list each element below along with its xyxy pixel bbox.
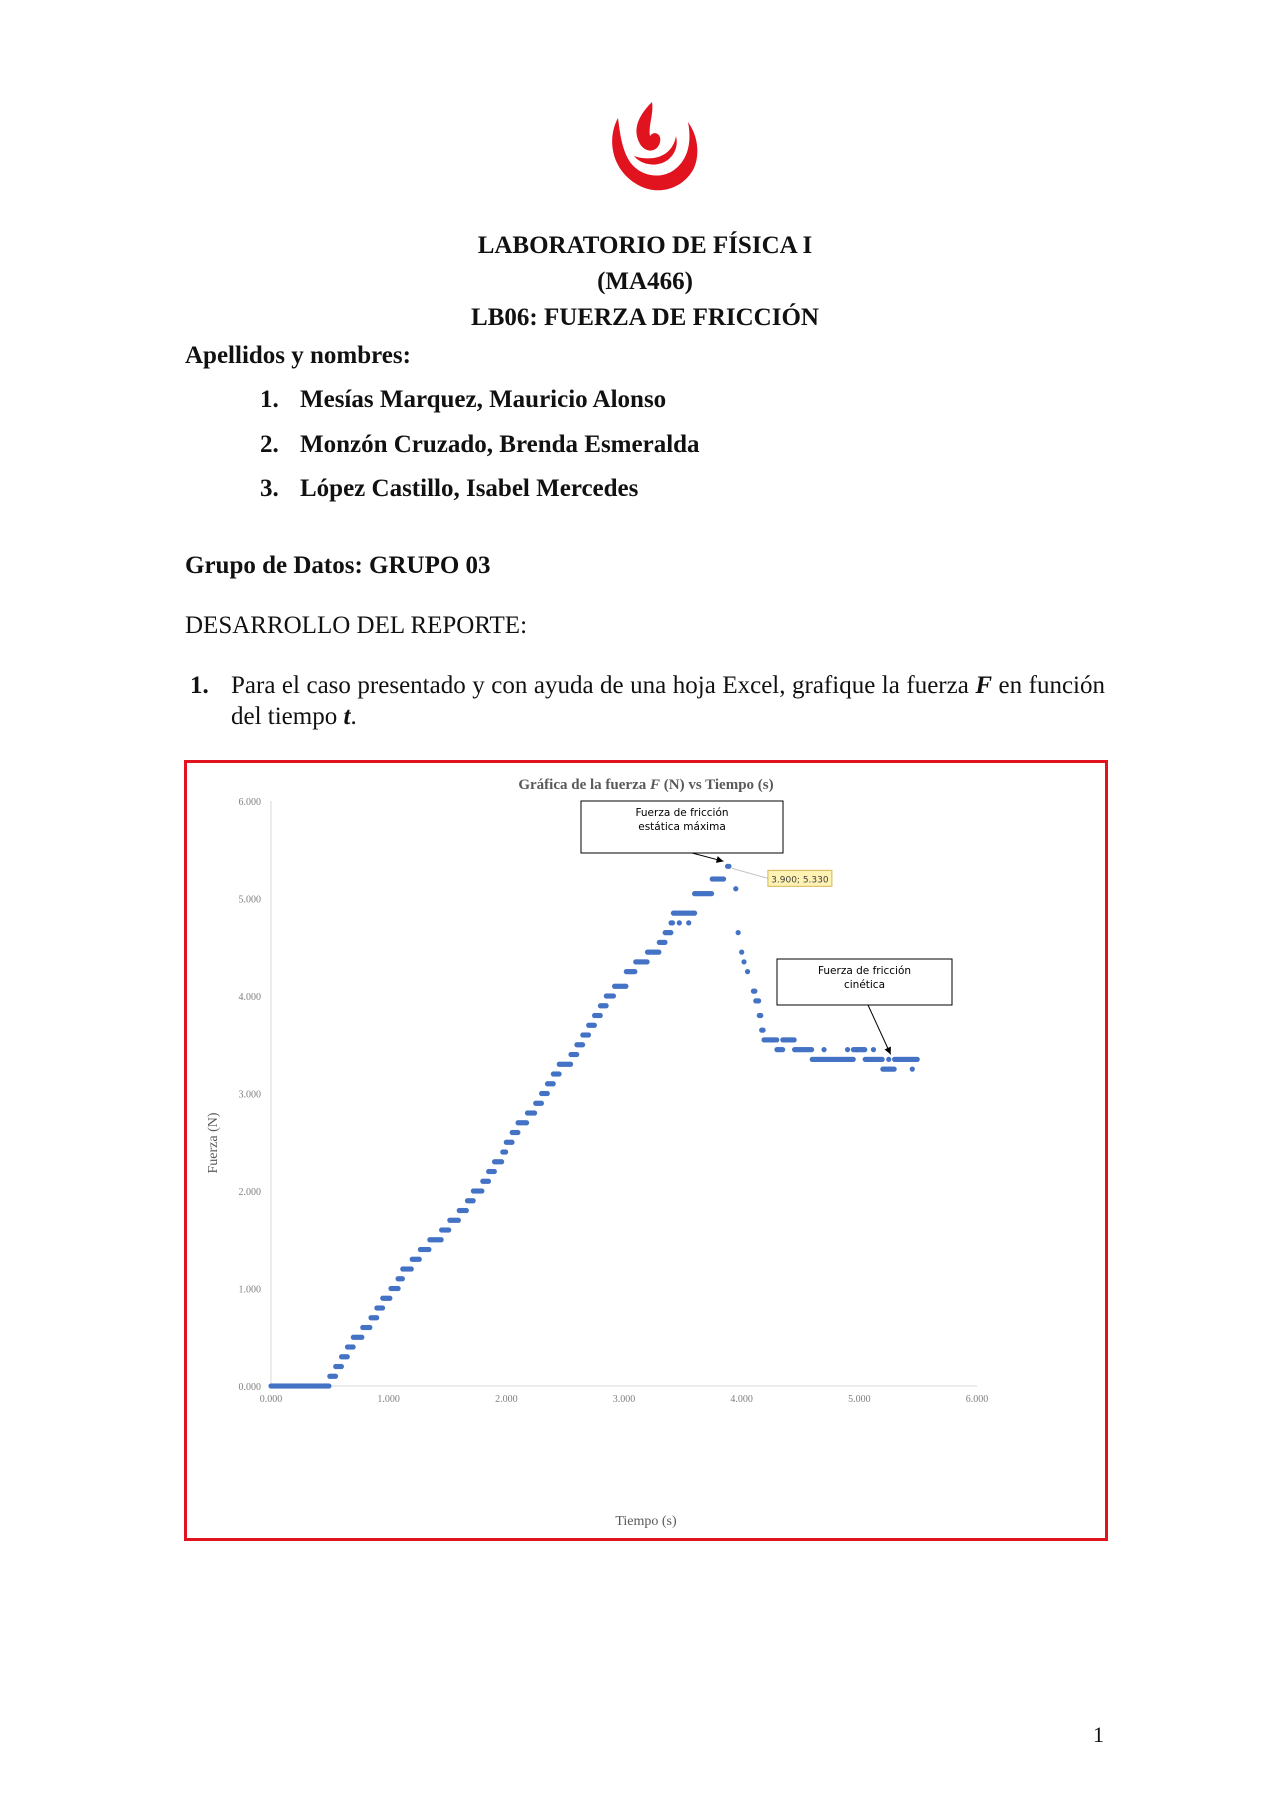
x-axis-label: Tiempo (s) [615,1514,677,1529]
author-number: 3. [260,475,279,502]
y-tick-label: 3.000 [238,1089,261,1101]
data-point [892,1067,897,1072]
upc-flame-logo-icon [604,96,700,196]
data-point [604,1003,609,1008]
data-point [539,1101,544,1106]
data-point [611,993,616,998]
author-name: Monzón Cruzado, Brenda Esmeralda [300,430,700,458]
data-point [464,1208,469,1213]
y-tick-label: 4.000 [238,992,261,1003]
data-point [721,876,726,881]
data-point [367,1325,372,1330]
data-point [726,864,731,869]
data-point [486,1179,491,1184]
data-label: 3.900; 5.330 [771,875,829,886]
x-tick-label: 1.000 [377,1394,400,1405]
document-title-block [0,228,1280,336]
data-point [774,1037,779,1042]
data-point [686,920,691,925]
data-point [670,920,675,925]
data-point [760,1028,765,1033]
data-point [580,1042,585,1047]
y-tick-label: 0.000 [238,1382,261,1393]
annotation-text: Fuerza de fricción [635,807,729,819]
data-point [752,989,757,994]
variable-f: F [975,672,993,699]
y-tick-label: 6.000 [238,797,261,808]
course-title: LABORATORIO DE FÍSICA I [477,232,813,259]
data-point [662,940,667,945]
data-point [351,1344,356,1349]
question-text [231,670,1105,732]
data-point [780,1047,785,1052]
data-point [374,1315,379,1320]
y-axis-label: Fuerza (N) [206,1112,221,1174]
chart-frame [184,760,1108,1541]
data-point [426,1247,431,1252]
data-point [758,1013,763,1018]
data-point [326,1383,331,1388]
data-point [417,1257,422,1262]
data-point [524,1120,529,1125]
data-point [668,930,673,935]
data-point [592,1023,597,1028]
data-point [656,950,661,955]
lab-title: LB06: FUERZA DE FRICCIÓN [471,304,819,331]
data-point [387,1296,392,1301]
question-text-part: Para el caso presentado y con ayuda de una hoja Excel, grafique la fuerza [231,672,976,699]
force-time-chart [187,763,1105,1538]
y-tick-label: 5.000 [238,894,261,906]
section-heading: DESARROLLO DEL REPORTE: [185,612,528,639]
data-point [400,1276,405,1281]
data-point [677,920,682,925]
data-point [809,1047,814,1052]
data-point [692,911,697,916]
data-point [499,1159,504,1164]
data-point [471,1198,476,1203]
author-number: 1. [260,386,279,413]
data-point [359,1335,364,1340]
question-text-part: . [350,703,357,730]
x-tick-label: 6.000 [965,1394,989,1405]
data-point [854,1047,859,1052]
data-point [862,1047,867,1052]
data-point [880,1057,885,1062]
data-point [821,1047,826,1052]
data-point [851,1057,856,1062]
data-point [741,959,746,964]
data-point [446,1227,451,1232]
chart-title: Gráfica de la fuerza F (N) vs Tiempo (s) [518,777,774,793]
author-number: 2. [260,430,279,458]
data-point [409,1266,414,1271]
x-tick-label: 5.000 [848,1394,871,1405]
data-point [644,959,649,964]
arrow-head-icon [716,856,724,863]
annotation-text: Fuerza de fricción [817,965,912,977]
data-point [380,1305,385,1310]
question-text-part: en función del tiempo [231,672,1106,730]
data-point [736,930,741,935]
data-point [709,891,714,896]
question-1 [190,670,1105,732]
authors-list [260,386,700,520]
annotation-arrow [868,1005,891,1054]
data-point [915,1057,920,1062]
data-point [871,1047,876,1052]
data-point [515,1130,520,1135]
data-point [395,1286,400,1291]
data-point [479,1188,484,1193]
data-point [339,1364,344,1369]
data-point [623,984,628,989]
data-point [756,998,761,1003]
y-tick-label: 1.000 [238,1284,261,1296]
data-point [503,1149,508,1154]
x-tick-label: 0.000 [259,1394,283,1405]
author-item [260,431,700,476]
data-point [845,1047,850,1052]
annotation-text: cinética [843,979,886,991]
data-point [333,1374,338,1379]
data-point [886,1057,891,1062]
data-point [574,1052,579,1057]
data-point [632,969,637,974]
data-point [598,1013,603,1018]
data-point [586,1032,591,1037]
data-point [532,1110,537,1115]
data-point [492,1169,497,1174]
variable-t: t [343,703,351,730]
author-name: López Castillo, Isabel Mercedes [300,475,639,502]
data-point [551,1081,556,1086]
data-point [733,886,738,891]
data-point [556,1071,561,1076]
course-code: (MA466) [597,268,693,295]
data-point [509,1140,514,1145]
data-point [792,1037,797,1042]
x-tick-label: 2.000 [495,1394,518,1405]
data-label-leader [732,868,768,878]
page-number: 1 [1093,1722,1104,1747]
data-point [910,1067,915,1072]
x-tick-label: 4.000 [730,1394,753,1405]
annotation-text: estática máxima [638,821,726,833]
author-name: Mesías Marquez, Mauricio Alonso [300,386,667,413]
question-number: 1. [190,672,209,699]
authors-label: Apellidos y nombres: [185,342,411,369]
data-point [568,1062,573,1067]
data-point [456,1218,461,1223]
author-item [260,386,700,431]
data-point [345,1354,350,1359]
y-tick-label: 2.000 [238,1187,261,1198]
data-group-label: Grupo de Datos: GRUPO 03 [185,552,491,579]
author-item [260,475,700,520]
data-point [739,950,744,955]
data-point [439,1237,444,1242]
data-point [545,1091,550,1096]
x-tick-label: 3.000 [612,1394,636,1405]
data-point [745,969,750,974]
